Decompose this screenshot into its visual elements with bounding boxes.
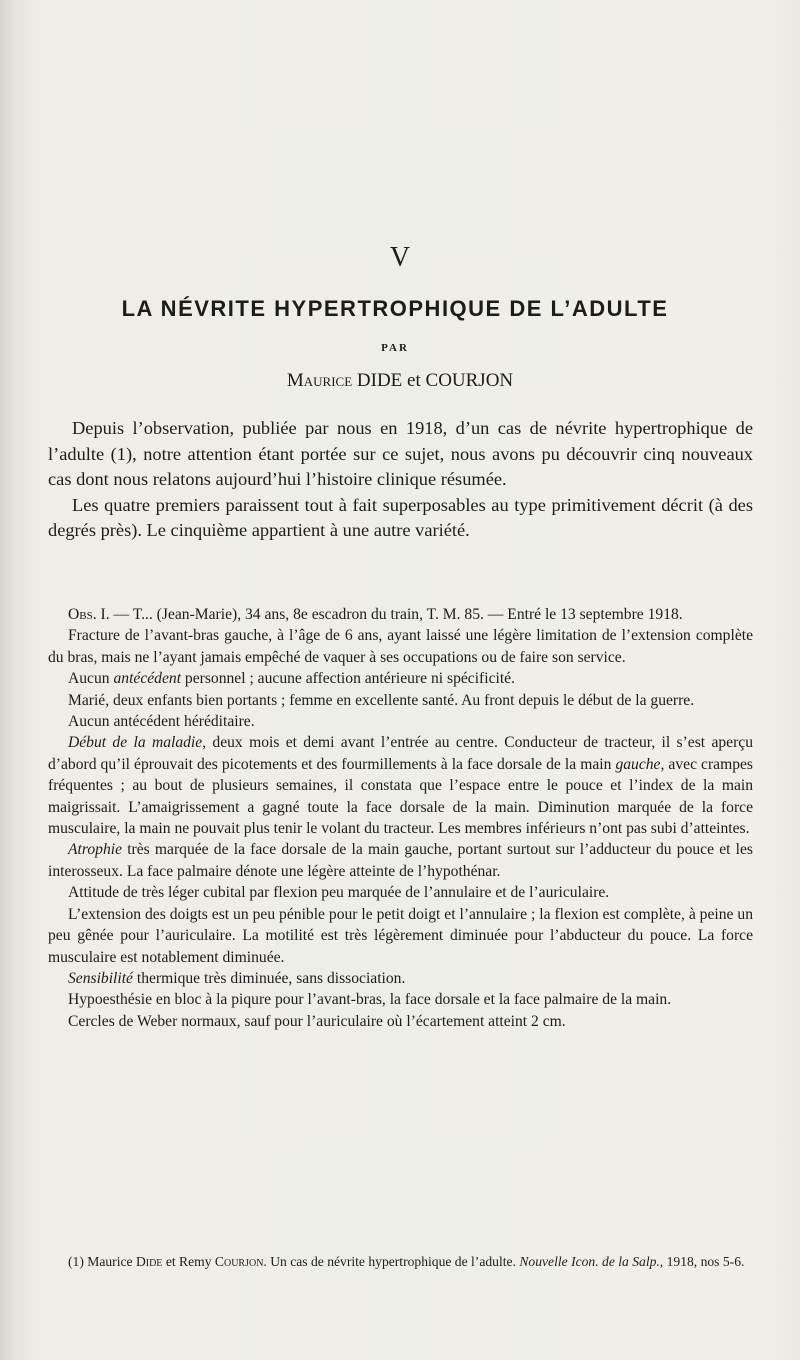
text-run: Aucun [68,670,114,688]
text-run: et Remy [162,1254,215,1269]
text-run: thermique très diminuée, sans dissociation. [132,969,406,987]
obs-paragraph: L’extension des doigts est un peu pénible pour le petit doigt et l’annulaire ; la flexion est complète, à peine un peu gênée pour l’auriculaire. La motilité est très légèrement diminuée pour l’abducteur du pouce. La force musculaire est notablement diminuée. [48,905,753,966]
text-run: avec crampes fréquentes ; au bout de plusieurs semaines, il constata que l’espace entre le pouce et l’index de la main maigrissait. L’amaigrissement a gagné toute la face dorsale de la main. Diminution marquée de la force musculaire, la main ne pouvait plus tenir le volant du tracteur. Les membres inférieurs n’ont pas subi d’atteintes. [48,755,753,838]
footnote-journal: Nouvelle Icon. de la Salp., [519,1254,664,1269]
text-run-italic: antécédent [113,670,182,688]
text-run: très marquée de la face dorsale de la main gauche, portant surtout sur l’adducteur du pouce et les interosseux. La face palmaire dénote une légère atteinte de l’hypothénar. [48,841,753,880]
author-first-name: Maurice [286,370,353,391]
obs-paragraph: Marié, deux enfants bien portants ; femme en excellente santé. Au front depuis le début de la guerre. [68,691,695,709]
introduction [48,416,753,544]
footnote [48,1252,753,1272]
obs-paragraph: Hypoesthésie en bloc à la piqure pour l’avant-bras, la face dorsale et la face palmaire de la main. [68,991,672,1009]
obs-paragraph [48,668,753,689]
footnote-author-dide: Dide [135,1254,163,1269]
article-title: LA NÉVRITE HYPERTROPHIQUE DE L’ADULTE [121,296,669,321]
intro-paragraph-2: Les quatre premiers paraissent tout à fait superposables au type primitivement décrit (à des degrés près). Le cinquième appartient à une autre variété. [48,494,753,540]
text-run: personnel ; aucune affection antérieure ni spécificité. [181,670,515,688]
observation-1 [48,604,753,1032]
obs-paragraph: Cercles de Weber normaux, sauf pour l’auriculaire où l’écartement atteint 2 cm. [68,1012,566,1030]
text-run-italic: Atrophie [68,841,122,859]
footnote-text [48,1252,753,1272]
text-run: . Un cas de névrite hypertrophique de l’adulte. [263,1254,520,1269]
obs-paragraph [48,968,753,989]
author-conjunction: et [407,370,421,391]
obs-paragraph: Aucun antécédent héréditaire. [68,713,255,731]
text-run: deux mois et demi avant l’entrée au centre. Conducteur de tracteur, il s’est aperçu d’abord qu’il éprouvait des picotements et des fourmillements à la face dorsale de la main [48,734,754,773]
observation-header [48,604,753,625]
text-run: (1) Maurice [68,1254,136,1269]
obs-paragraph [48,839,753,882]
text-run-italic: Sensibilité [68,969,133,987]
by-line: PAR [381,342,409,354]
text-run: 1918, nos 5-6. [663,1254,745,1269]
author-courjon: COURJON [425,370,514,391]
obs-paragraph: Attitude de très léger cubital par flexion peu marquée de l’annulaire et de l’auriculaire. [68,884,610,902]
text-run-italic: gauche, [615,755,665,773]
author-dide: DIDE [356,370,403,391]
observation-header-text: — T... (Jean-Marie), 34 ans, 8e escadron du train, T. M. 85. — Entré le 13 septembre 1918. [109,606,683,623]
observation-label: Obs. I. [68,606,110,623]
authors [0,370,800,392]
intro-paragraph-1: Depuis l’observation, publiée par nous en 1918, d’un cas de névrite hypertrophique de l’adulte (1), notre attention étant portée sur ce sujet, nous avons pu découvrir cinq nouveaux cas dont nous relatons aujourd’hui l’histoire clinique résumée. [48,418,753,489]
footnote-author-courjon: Courjon [214,1254,264,1269]
text-run-italic: Début de la maladie, [68,734,207,752]
chapter-number: V [389,242,411,273]
obs-paragraph: Fracture de l’avant-bras gauche, à l’âge de 6 ans, ayant laissé une légère limitation de l’extension complète du bras, mais ne l’ayant jamais empêché de vaquer à ses occupations ou de faire son service. [48,627,753,666]
obs-paragraph [48,732,753,839]
